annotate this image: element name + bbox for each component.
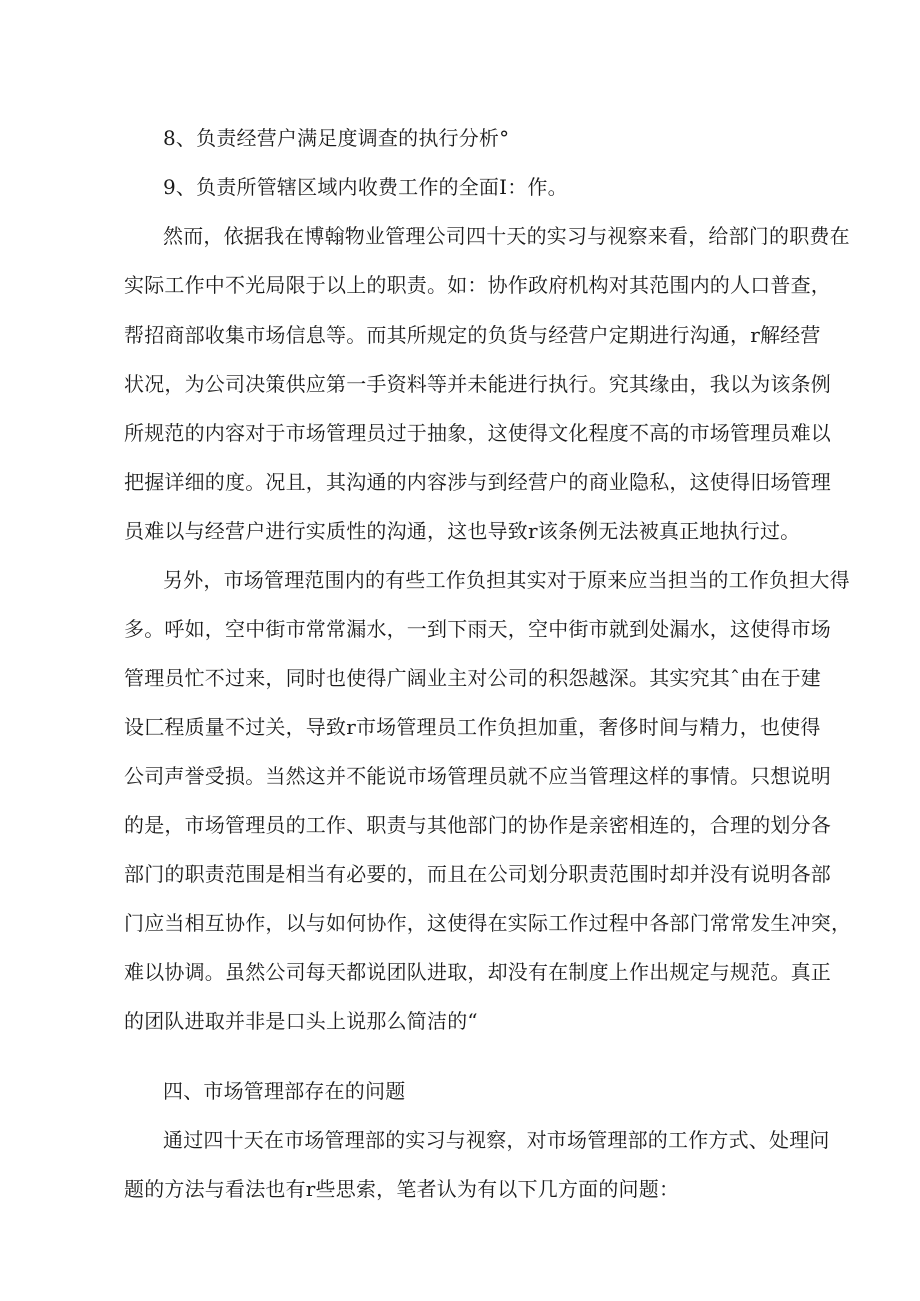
text-line: 的团队进取并非是口头上说那么简洁的“	[124, 1009, 478, 1033]
text-line: 难以协调。虽然公司每天都说团队进取，却没有在制度上作出规定与规范。真正	[124, 960, 831, 984]
text-line: 题的方法与看法也有r些思索，笔者认为有以下几方面的问题：	[124, 1177, 680, 1201]
text-line: 所规范的内容对于市场管理员过于抽象，这使得文化程度不高的市场管理员难以	[124, 421, 831, 445]
text-line: 设匚程质量不过关，导致r市场管理员工作负担加重，奢侈时间与精力，也使得	[124, 715, 821, 739]
text-line: 的是，市场管理员的工作、职责与其他部门的协作是亲密相连的，合理的划分各	[124, 813, 831, 837]
text-line: 公司声誉受损。当然这并不能说市场管理员就不应当管理这样的事情。只想说明	[124, 764, 831, 788]
text-line: 管理员忙不过来，同时也使得广阔业主对公司的积怨越深。其实究其ˆ由在于建	[124, 666, 821, 690]
text-line: 实际工作中不光局限于以上的职责。如：协作政府机构对其范围内的人口普查，	[124, 273, 831, 297]
text-line: 部门的职责范围是相当有必要的，而且在公司划分职责范围时却并没有说明各部	[124, 862, 831, 886]
text-line: 门应当相互协作，以与如何协作，这使得在实际工作过程中各部门常常发生冲突，	[124, 911, 852, 935]
text-line: 状况，为公司决策供应第一手资料等并未能进行执行。究其缘由，我以为该条例	[124, 372, 831, 396]
text-line: 帮招商部收集市场信息等。而其所规定的负货与经营户定期进行沟通，r解经营	[124, 323, 821, 347]
list-item: 9、负责所管辖区域内收费工作的全面I：作。	[163, 175, 568, 199]
text-line: 多。呼如，空中街市常常漏水，一到下雨天，空中街市就到处漏水，这使得市场	[124, 617, 831, 641]
section-heading: 四、市场管理部存在的问题	[163, 1079, 406, 1103]
text-line: 通过四十天在市场管理部的实习与视察，对市场管理部的工作方式、处理问	[163, 1128, 830, 1152]
list-item: 8、负责经营户满足度调查的执行分析°	[163, 126, 510, 150]
text-line: 另外，市场管理范围内的有些工作负担其实对于原来应当担当的工作负担大得	[163, 568, 850, 592]
text-line: 员难以与经营户进行实质性的沟通，这也导致r该条例无法被真正地执行过。	[124, 519, 801, 543]
text-line: 把握详细的度。况且，其沟通的内容涉与到经营户的商业隐私，这使得旧场管理	[124, 470, 831, 494]
text-line: 然而，依据我在博翰物业管理公司四十天的实习与视察来看，给部门的职费在	[163, 224, 850, 248]
